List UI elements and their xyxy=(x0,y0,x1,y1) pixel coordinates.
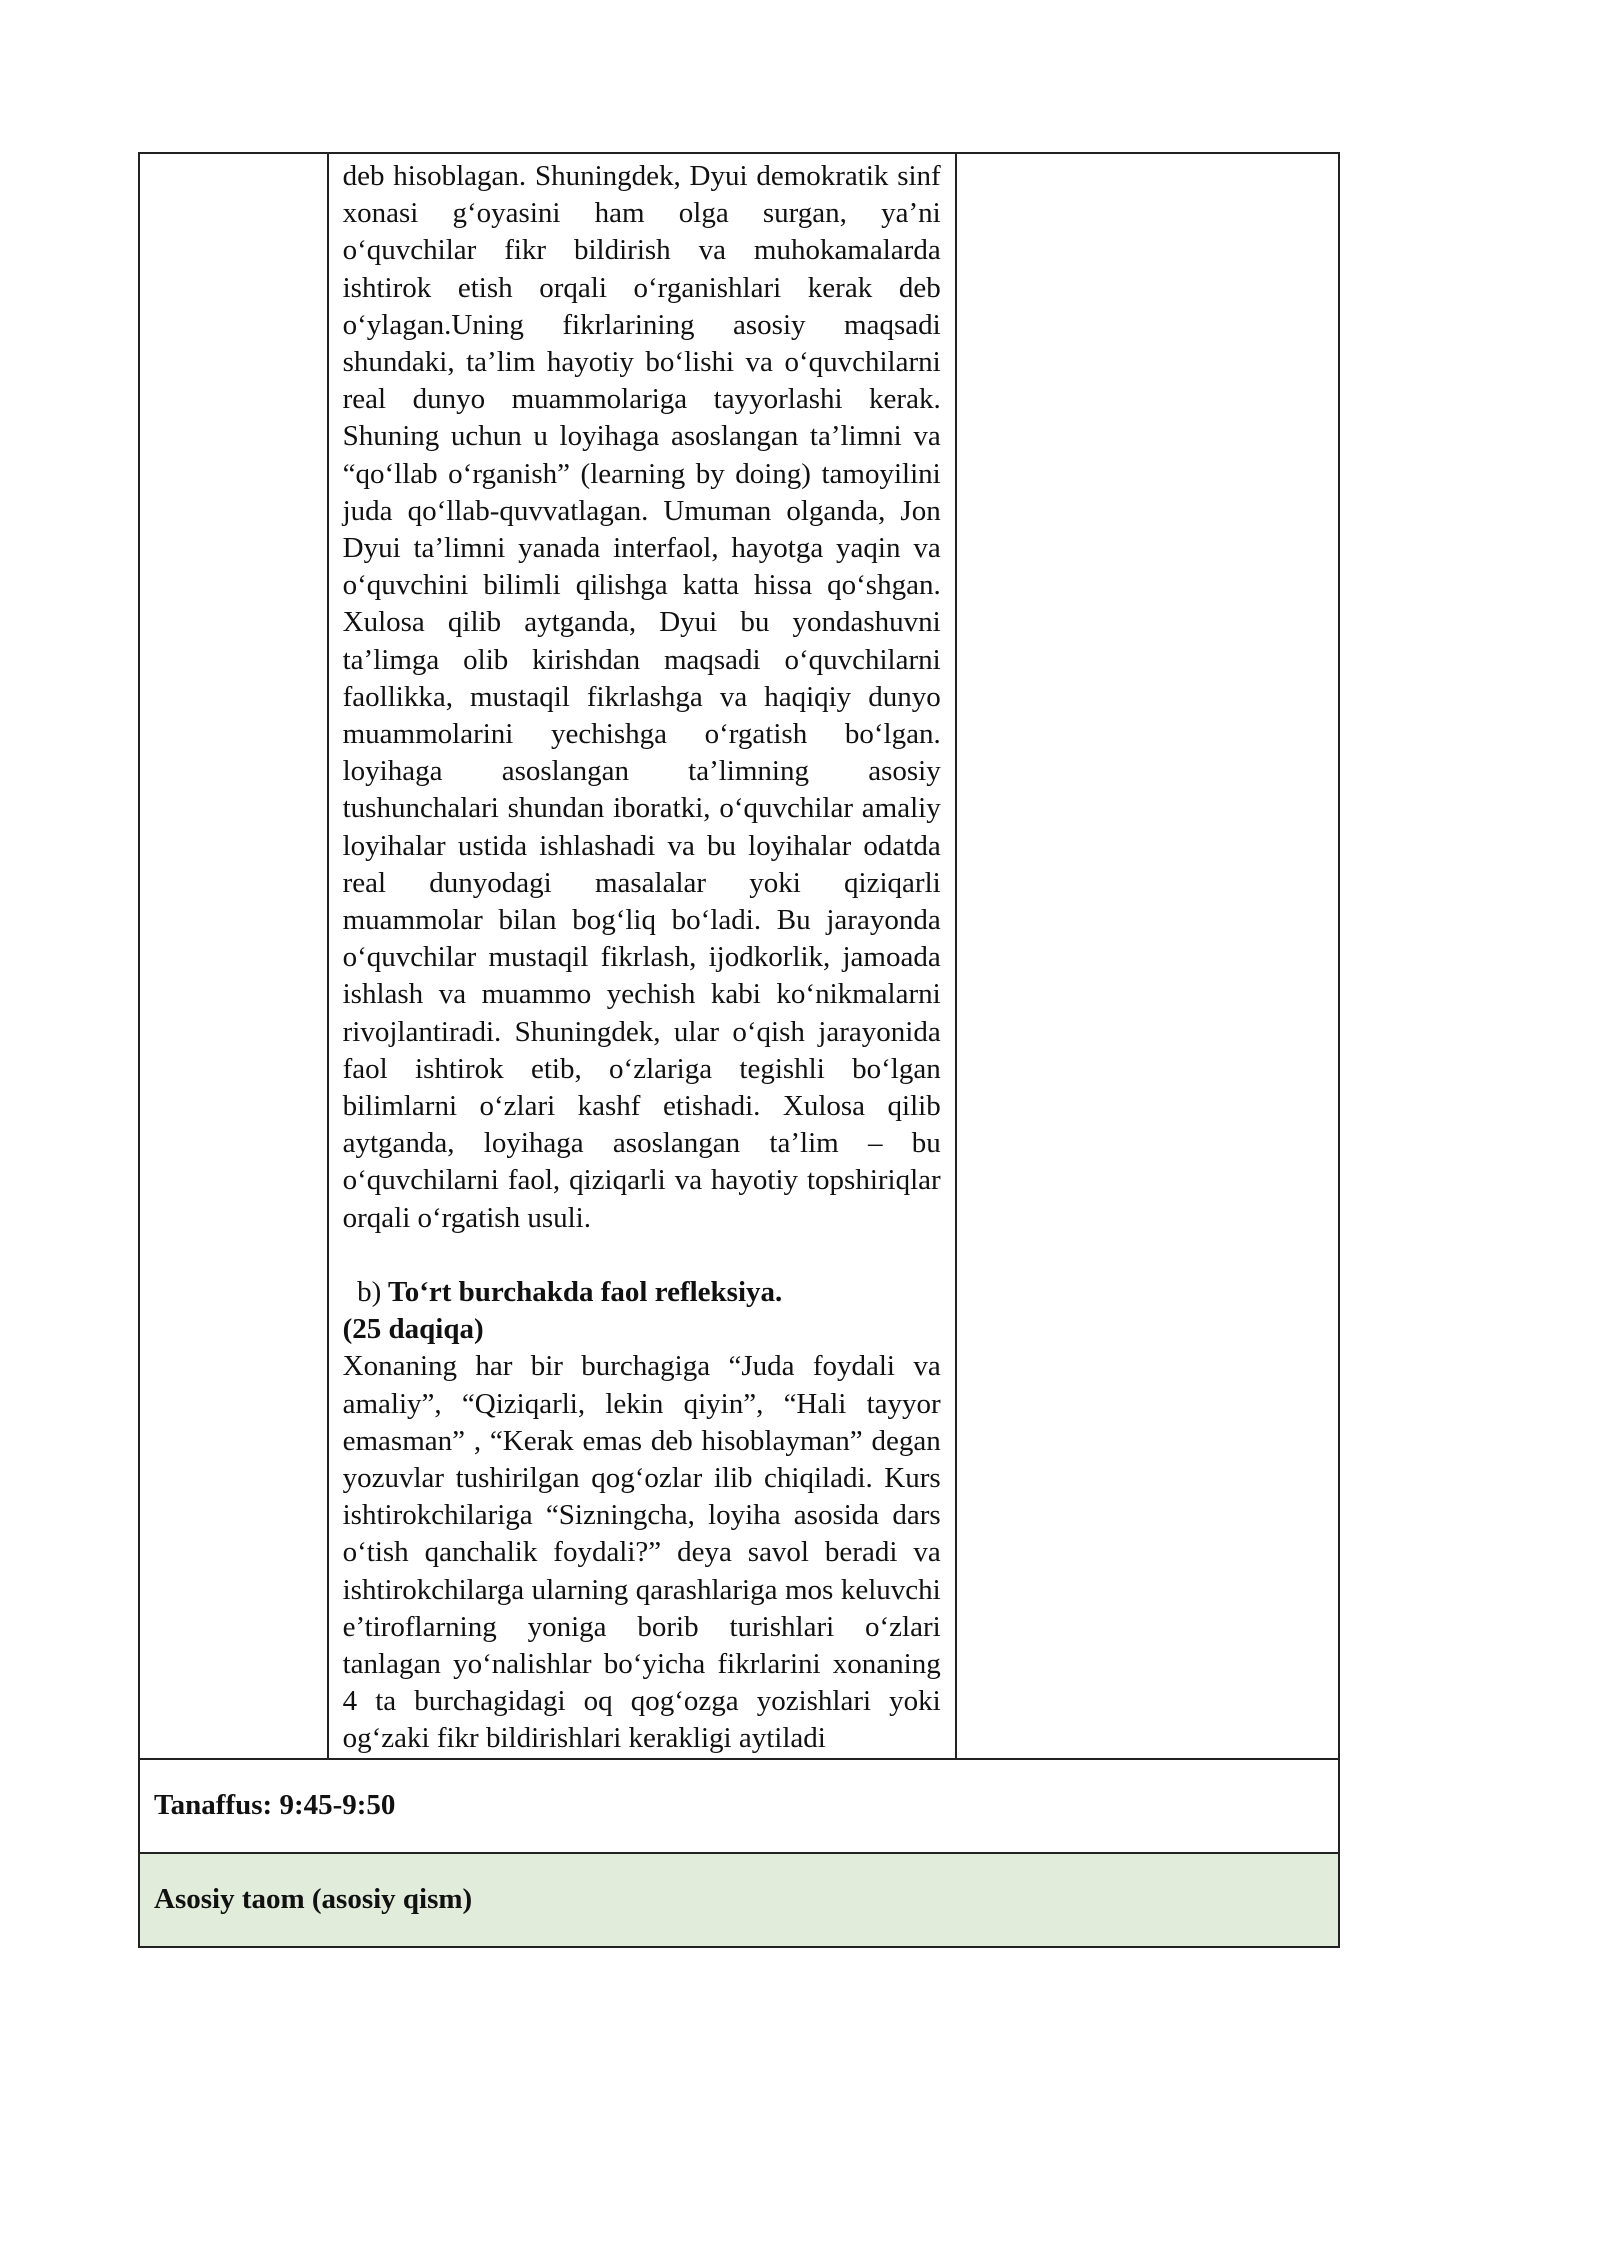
paragraph-spacer xyxy=(343,1237,941,1274)
reflection-prefix: b) xyxy=(357,1275,382,1308)
reflection-title: To‘rt burchakda faol refleksiya. xyxy=(388,1275,783,1308)
left-cell xyxy=(139,153,328,1759)
content-row xyxy=(139,153,1339,1759)
main-course-row xyxy=(139,1853,1339,1947)
reflection-paragraph: Xonaning har bir burchagiga “Juda foydali va amaliy”, “Qiziqarli, lekin qiyin”, “Hali tayyor emasman” , “Kerak emas deb hisoblayman” degan yozuvlar tushirilgan qog‘ozlar ilib chiqiladi. Kurs ishtirokchilariga “Sizningcha, loyiha asosida dars o‘tish qanchalik foydali?” deya savol beradi va ishtirokchilarga ularning qarashlariga mos keluvchi e’tiroflarning yoniga borib turishlari o‘zlari tanlagan yo‘nalishlar bo‘yicha fikrlarini xonaning 4 ta burchagidagi oq qog‘ozga yozishlari yoki og‘zaki fikr bildirishlari kerakligi aytiladi xyxy=(342,1350,941,1755)
reflection-duration: (25 daqiqa) xyxy=(342,1313,484,1346)
reflection-heading xyxy=(343,1274,941,1311)
lesson-plan-table xyxy=(138,152,1340,1948)
break-row xyxy=(139,1759,1339,1853)
dewey-paragraph: deb hisoblagan. Shuningdek, Dyui demokratik sinf xonasi g‘oyasini ham olga surgan, ya’ni o‘quvchilar fikr bildirish va muhokamalarda ishtirok etish orqali o‘rganishlari kerak deb o‘ylagan.Uning fikrlarining asosiy maqsadi shundaki, ta’lim hayotiy bo‘lishi va o‘quvchilarni real dunyo muammolariga tayyorlashi kerak. Shuning uchun u loyihaga asoslangan ta’limni va “qo‘llab o‘rganish” (learning by doing) tamoyilini juda qo‘llab-quvvatlagan. Umuman olganda, Jon Dyui ta’limni yanada interfaol, hayotga yaqin va o‘quvchini bilimli qilishga katta hissa qo‘shgan. Xulosa qilib aytganda, Dyui bu yondashuvni ta’limga olib kirishdan maqsadi o‘quvchilarni faollikka, mustaqil fikrlashga va haqiqiy dunyo muammolarini yechishga o‘rgatish bo‘lgan. loyihaga asoslangan ta’limning asosiy tushunchalari shundan iboratki, o‘quvchilar amaliy loyihalar ustida ishlashadi va bu loyihalar odatda real dunyodagi masalalar yoki qiziqarli muammolar bilan bog‘liq bo‘ladi. Bu jarayonda o‘quvchilar mustaqil fikrlash, ijodkorlik, jamoada ishlash va muammo yechish kabi ko‘nikmalarni rivojlantiradi. Shuningdek, ular o‘qish jarayonida faol ishtirok etib, o‘zlariga tegishli bo‘lgan bilimlarni o‘zlari kashf etishadi. Xulosa qilib aytganda, loyihaga asoslangan ta’lim – bu o‘quvchilarni faol, qiziqarli va hayotiy topshiriqlar orqali o‘rgatish usuli. xyxy=(342,160,941,1234)
main-course-label: Asosiy taom (asosiy qism) xyxy=(139,1853,1339,1947)
right-cell xyxy=(956,153,1339,1759)
activity-description-cell xyxy=(328,153,956,1759)
break-label: Tanaffus: 9:45-9:50 xyxy=(139,1759,1339,1853)
